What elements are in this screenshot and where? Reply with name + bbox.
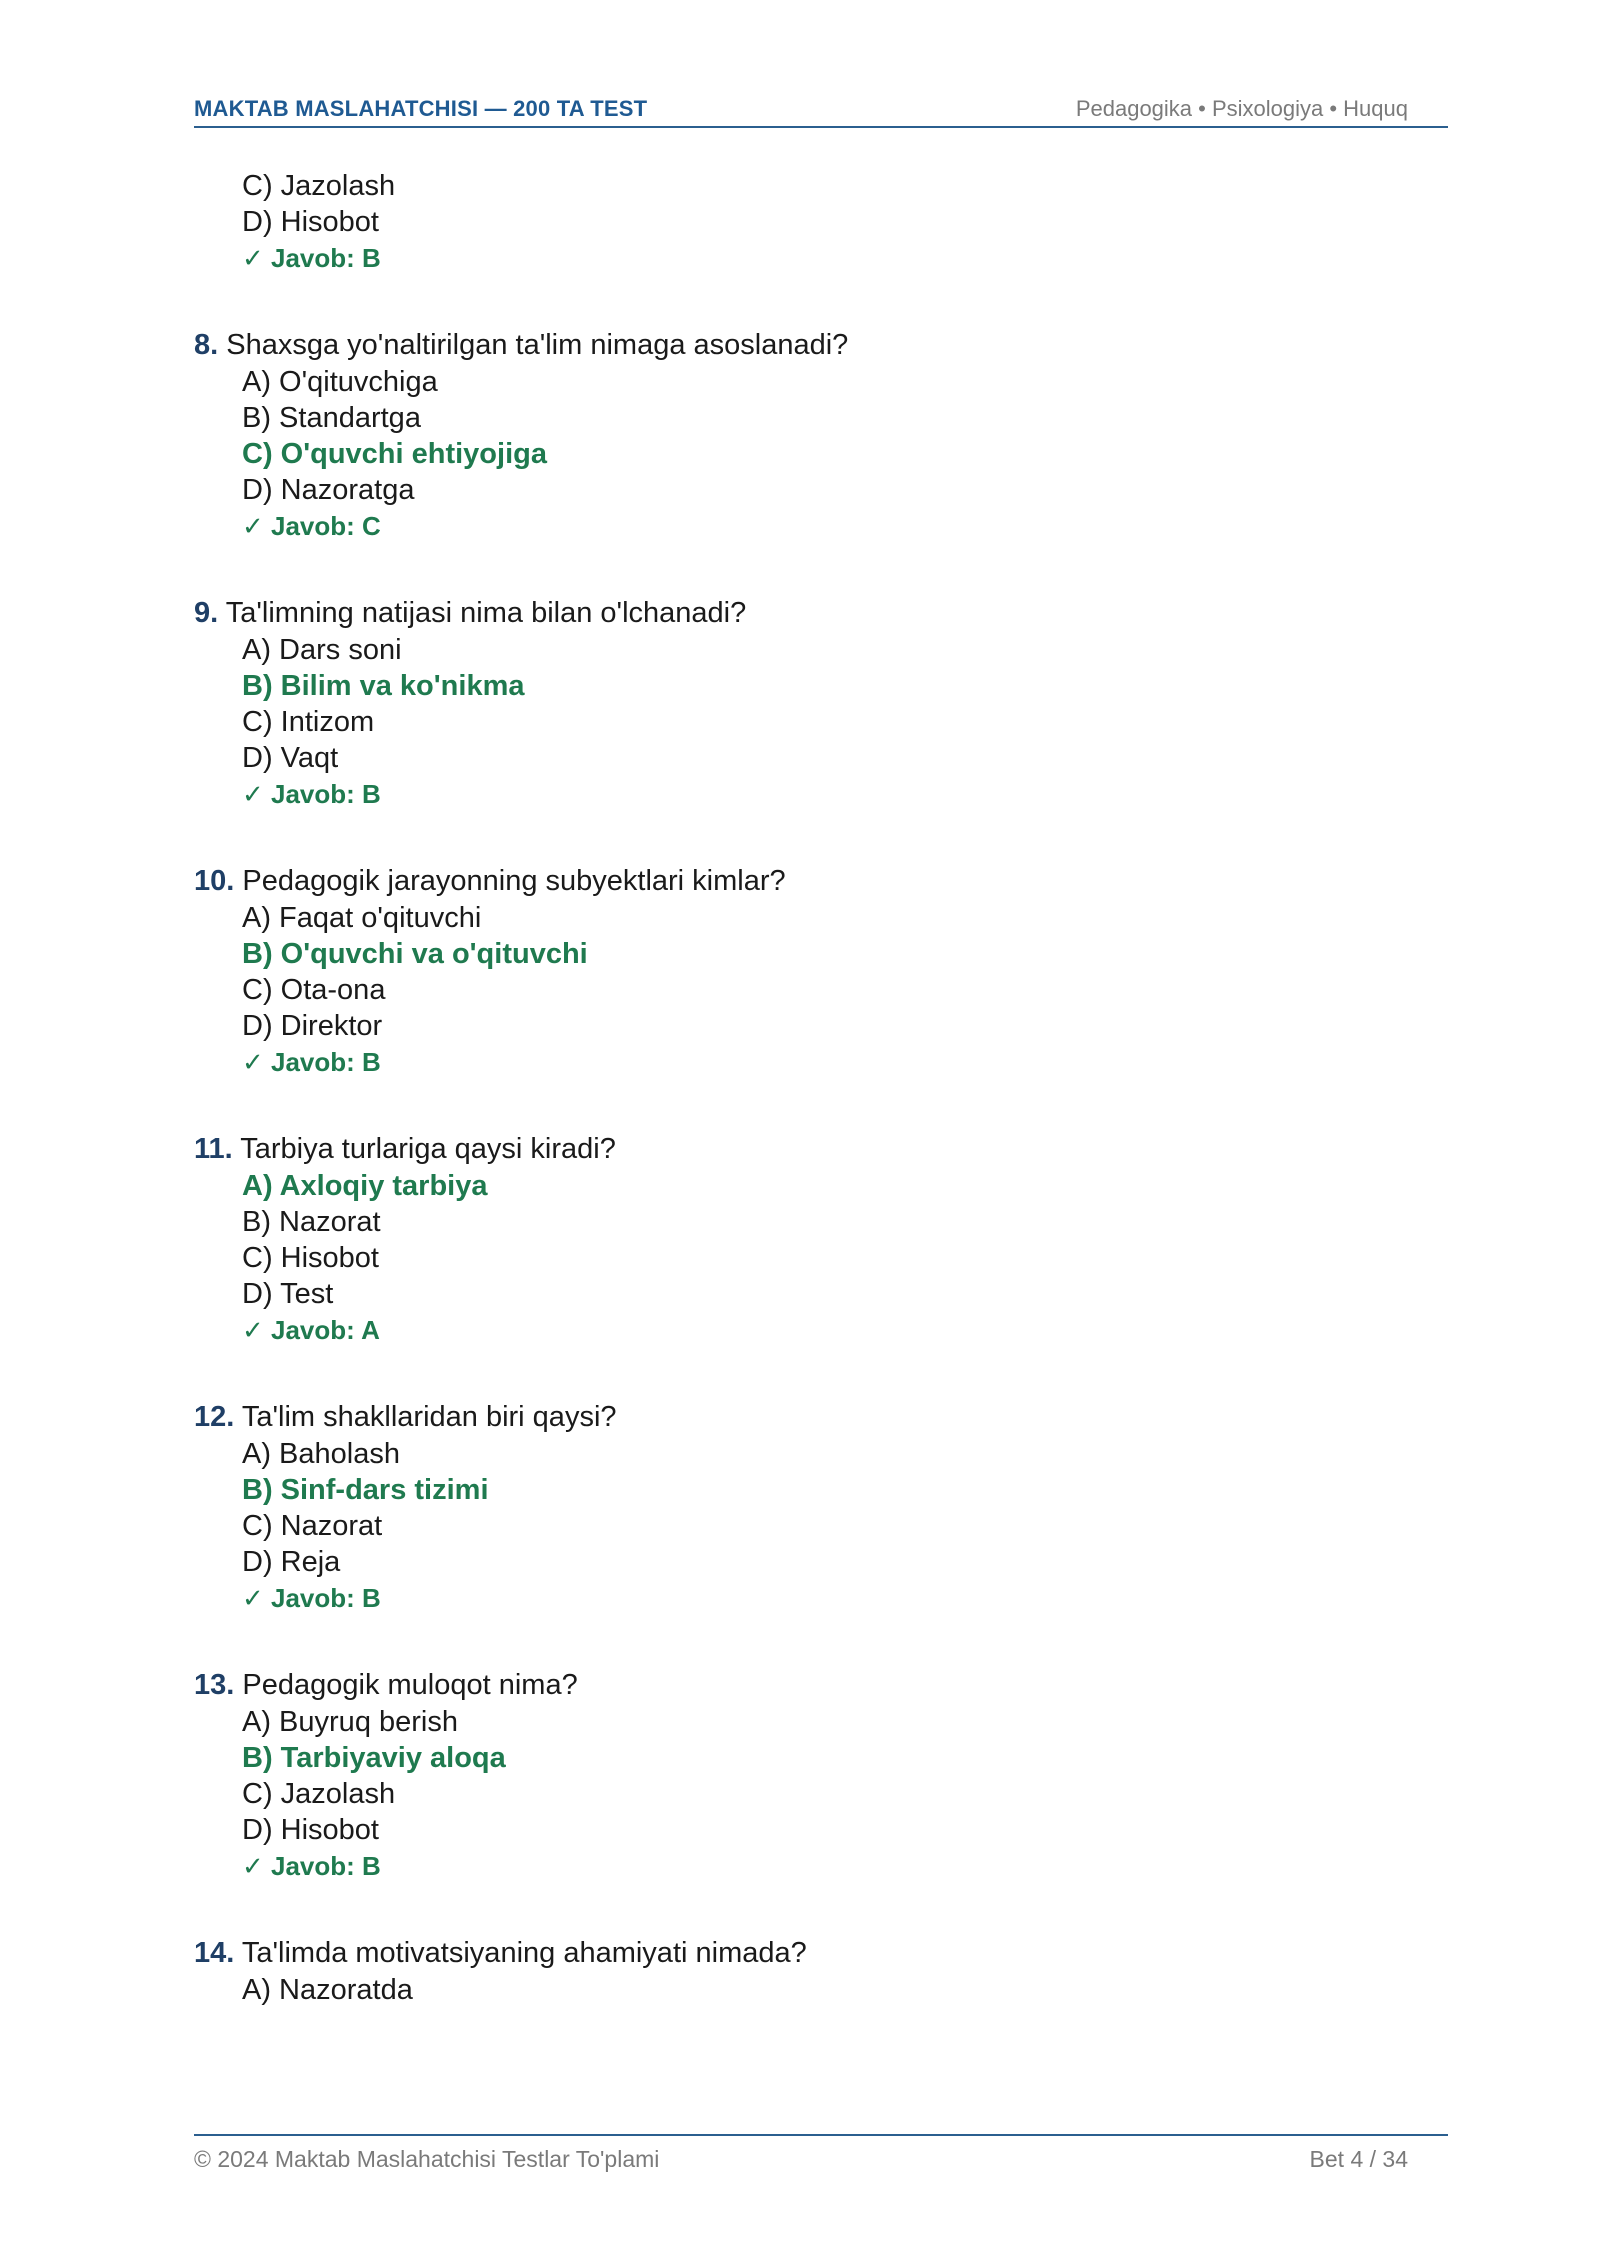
option: D) Hisobot (242, 206, 379, 238)
question-block (194, 1934, 1394, 2008)
question-number: 8. (194, 329, 219, 361)
question-prompt: Shaxsga yo'naltirilgan ta'lim nimaga asoslanadi? (226, 329, 849, 361)
answer-key: ✓ Javob: B (242, 1851, 381, 1881)
question-number: 11. (194, 1133, 233, 1165)
question-prompt: Ta'lim shakllaridan biri qaysi? (241, 1401, 617, 1433)
answer-key: ✓ Javob: A (242, 1315, 380, 1345)
option: D) Test (242, 1278, 334, 1310)
option: C) Nazorat (242, 1510, 383, 1542)
question-block (194, 594, 1394, 812)
question-continued (194, 168, 1394, 276)
option: A) Dars soni (242, 634, 402, 666)
option-correct: B) O'quvchi va o'qituvchi (242, 938, 588, 970)
question-number: 12. (194, 1401, 235, 1433)
answer-key: ✓ Javob: B (242, 1583, 381, 1613)
document-title: MAKTAB MASLAHATCHISI — 200 TA TEST (194, 96, 648, 121)
option-correct: B) Bilim va ko'nikma (242, 670, 525, 702)
option: C) Jazolash (242, 170, 396, 202)
subject-list: Pedagogika • Psixologiya • Huquq (1075, 96, 1408, 121)
option: C) Ota-ona (242, 974, 386, 1006)
question-prompt: Pedagogik muloqot nima? (242, 1669, 578, 1701)
question-text (194, 326, 1394, 364)
question-text (194, 1398, 1394, 1436)
option: D) Direktor (242, 1010, 383, 1042)
question-number: 10. (194, 865, 235, 897)
option: D) Vaqt (242, 742, 339, 774)
copyright-text: © 2024 Maktab Maslahatchisi Testlar To'plami (194, 2146, 660, 2172)
question-text (194, 1666, 1394, 1704)
option-correct: C) O'quvchi ehtiyojiga (242, 438, 547, 470)
answer-key: ✓ Javob: C (242, 511, 381, 541)
option: D) Nazoratga (242, 474, 415, 506)
option: A) Buyruq berish (242, 1706, 458, 1738)
option: C) Jazolash (242, 1778, 396, 1810)
option-correct: B) Tarbiyaviy aloqa (242, 1742, 506, 1774)
question-text (194, 1934, 1394, 1972)
option: A) O'qituvchiga (242, 366, 438, 398)
answer-key: ✓ Javob: B (242, 243, 381, 273)
question-block (194, 862, 1394, 1080)
question-list (194, 168, 1394, 2058)
option-correct: A) Axloqiy tarbiya (242, 1170, 488, 1202)
option: A) Nazoratda (242, 1974, 413, 2006)
question-text (194, 594, 1394, 632)
page-footer (194, 2134, 1448, 2176)
option: B) Standartga (242, 402, 421, 434)
question-number: 14. (194, 1937, 235, 1969)
question-block (194, 1130, 1394, 1348)
question-prompt: Pedagogik jarayonning subyektlari kimlar? (242, 865, 786, 897)
question-prompt: Tarbiya turlariga qaysi kiradi? (240, 1133, 616, 1165)
option: D) Reja (242, 1546, 341, 1578)
question-block (194, 1666, 1394, 1884)
option: A) Baholash (242, 1438, 400, 1470)
questions-container (194, 326, 1394, 2008)
option: A) Faqat o'qituvchi (242, 902, 482, 934)
question-text (194, 1130, 1394, 1168)
question-prompt: Ta'limda motivatsiyaning ahamiyati nimada? (241, 1937, 807, 1969)
page-header (194, 94, 1448, 128)
question-block (194, 1398, 1394, 1616)
answer-key: ✓ Javob: B (242, 779, 381, 809)
page-number: Bet 4 / 34 (1309, 2146, 1408, 2172)
option: D) Hisobot (242, 1814, 379, 1846)
option: C) Hisobot (242, 1242, 379, 1274)
answer-key: ✓ Javob: B (242, 1047, 381, 1077)
question-number: 13. (194, 1669, 235, 1701)
question-number: 9. (194, 597, 219, 629)
question-prompt: Ta'limning natijasi nima bilan o'lchanadi? (225, 597, 747, 629)
question-block (194, 326, 1394, 544)
question-text (194, 862, 1394, 900)
option-correct: B) Sinf-dars tizimi (242, 1474, 489, 1506)
option: B) Nazorat (242, 1206, 381, 1238)
option: C) Intizom (242, 706, 375, 738)
